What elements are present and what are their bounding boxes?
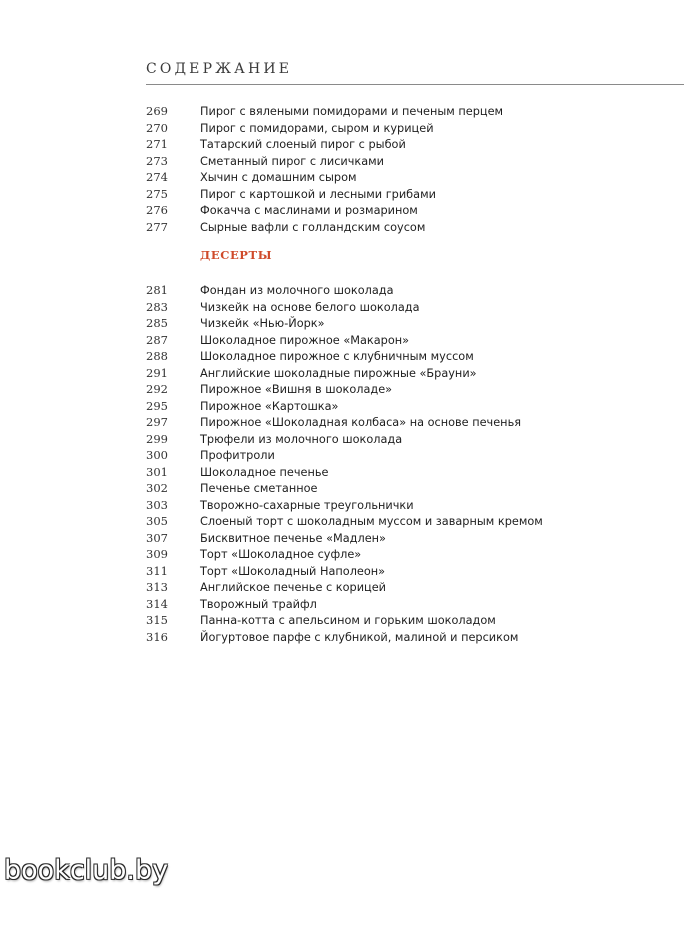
toc-entry-title: Английские шоколадные пирожные «Брауни» — [200, 366, 477, 380]
toc-entry-title: Творожный трайфл — [200, 597, 317, 611]
toc-page-number: 316 — [146, 629, 168, 644]
toc-entry-title: Печенье сметанное — [200, 482, 318, 495]
toc-page-number: 283 — [146, 299, 168, 314]
watermark: bookclub.by — [4, 855, 169, 886]
heading-rule — [146, 84, 684, 85]
toc-entry — [146, 365, 666, 382]
toc-page-number: 270 — [146, 120, 168, 135]
toc-entry-title: Трюфели из молочного шоколада — [200, 432, 403, 446]
toc-entry — [146, 596, 666, 613]
toc-entry-title: Шоколадное печенье — [200, 465, 329, 479]
toc-entry — [146, 315, 666, 332]
toc-page-number: 271 — [146, 137, 168, 151]
toc-entry-title: Татарский слоеный пирог с рыбой — [200, 138, 406, 151]
toc-entry — [146, 186, 666, 203]
toc-page-number: 314 — [146, 596, 168, 611]
toc-entry — [146, 414, 666, 431]
toc-entry — [146, 612, 666, 629]
toc-entry — [146, 299, 666, 316]
toc-entry-title: Торт «Шоколадный Наполеон» — [200, 564, 386, 578]
toc-entry-title: Творожно-сахарные треугольнички — [200, 498, 414, 512]
toc-entry — [146, 136, 666, 153]
toc-entry — [146, 381, 666, 398]
toc-entry — [146, 169, 666, 186]
toc-page-number: 299 — [146, 431, 168, 446]
toc-entry-title: Шоколадное пирожное «Макарон» — [200, 333, 410, 347]
toc-page-number: 313 — [146, 580, 168, 594]
toc-page-number: 300 — [146, 448, 168, 462]
page-heading: СОДЕРЖАНИЕ — [146, 61, 293, 77]
toc-page-number: 303 — [146, 497, 168, 512]
toc-page-number: 285 — [146, 316, 168, 330]
toc-page-number: 287 — [146, 332, 168, 347]
toc-page-number: 292 — [146, 382, 168, 396]
toc-entry-title: Хычин с домашним сыром — [200, 171, 357, 184]
toc-page-number: 297 — [146, 415, 168, 429]
toc-page-number: 277 — [146, 219, 168, 234]
toc-page-number: 276 — [146, 203, 168, 217]
toc-page-number: 273 — [146, 153, 168, 168]
toc-entry-title: Пирог с вялеными помидорами и печеным перцем — [200, 105, 504, 118]
toc-entry-title: Сырные вафли с голландским соусом — [200, 220, 426, 234]
toc-entry — [146, 579, 666, 596]
toc-entry-title: Шоколадное пирожное с клубничным муссом — [200, 350, 474, 363]
section-title-desserts: ДЕСЕРТЫ — [200, 248, 273, 262]
toc-entry — [146, 282, 666, 299]
toc-entry — [146, 480, 666, 497]
toc-page-number: 291 — [146, 365, 168, 380]
toc-page-number: 307 — [146, 530, 168, 545]
toc-page-number: 315 — [146, 613, 168, 627]
toc-list-pies — [146, 103, 666, 235]
toc-entry-title: Пирог с картошкой и лесными грибами — [200, 187, 436, 201]
toc-entry-title: Фокачча с маслинами и розмарином — [200, 204, 418, 217]
toc-entry — [146, 513, 666, 530]
toc-entry — [146, 120, 666, 137]
toc-page-number: 275 — [146, 186, 168, 201]
toc-page-number: 305 — [146, 514, 168, 528]
toc-page-number: 274 — [146, 170, 168, 184]
toc-page-number: 288 — [146, 349, 168, 363]
toc-entry — [146, 103, 666, 120]
toc-entry — [146, 447, 666, 464]
toc-entry — [146, 546, 666, 563]
toc-entry-title: Английское печенье с корицей — [200, 581, 387, 594]
toc-entry-title: Чизкейк «Нью-Йорк» — [200, 317, 325, 330]
toc-entry — [146, 530, 666, 547]
toc-entry — [146, 398, 666, 415]
toc-entry — [146, 202, 666, 219]
toc-entry-title: Бисквитное печенье «Мадлен» — [200, 531, 386, 545]
toc-page-number: 301 — [146, 464, 168, 479]
toc-entry — [146, 629, 666, 646]
toc-entry — [146, 219, 666, 236]
toc-entry-title: Торт «Шоколадное суфле» — [200, 548, 362, 561]
toc-page-number: 309 — [146, 547, 168, 561]
toc-entry-title: Фондан из молочного шоколада — [200, 284, 394, 297]
toc-entry-title: Пирожное «Картошка» — [200, 399, 339, 413]
toc-entry-title: Пирог с помидорами, сыром и курицей — [200, 121, 434, 135]
toc-entry — [146, 348, 666, 365]
toc-page-number: 311 — [146, 563, 168, 578]
toc-entry-title: Профитроли — [200, 449, 275, 462]
toc-entry-title: Пирожное «Шоколадная колбаса» на основе печенья — [200, 416, 522, 429]
toc-entry — [146, 153, 666, 170]
toc-entry — [146, 563, 666, 580]
toc-entry-title: Панна-котта с апельсином и горьким шоколадом — [200, 614, 496, 627]
toc-page-number: 281 — [146, 283, 168, 297]
toc-entry — [146, 431, 666, 448]
toc-entry-title: Пирожное «Вишня в шоколаде» — [200, 383, 393, 396]
toc-page-number: 269 — [146, 104, 168, 118]
toc-entry-title: Сметанный пирог с лисичками — [200, 154, 385, 168]
toc-list-desserts — [146, 282, 666, 645]
toc-page-number: 295 — [146, 398, 168, 413]
toc-entry-title: Слоеный торт с шоколадным муссом и заварным кремом — [200, 515, 543, 528]
toc-entry-title: Чизкейк на основе белого шоколада — [200, 300, 420, 314]
toc-entry-title: Йогуртовое парфе с клубникой, малиной и персиком — [200, 630, 519, 644]
toc-entry — [146, 332, 666, 349]
toc-entry — [146, 464, 666, 481]
toc-page-number: 302 — [146, 481, 168, 495]
toc-entry — [146, 497, 666, 514]
